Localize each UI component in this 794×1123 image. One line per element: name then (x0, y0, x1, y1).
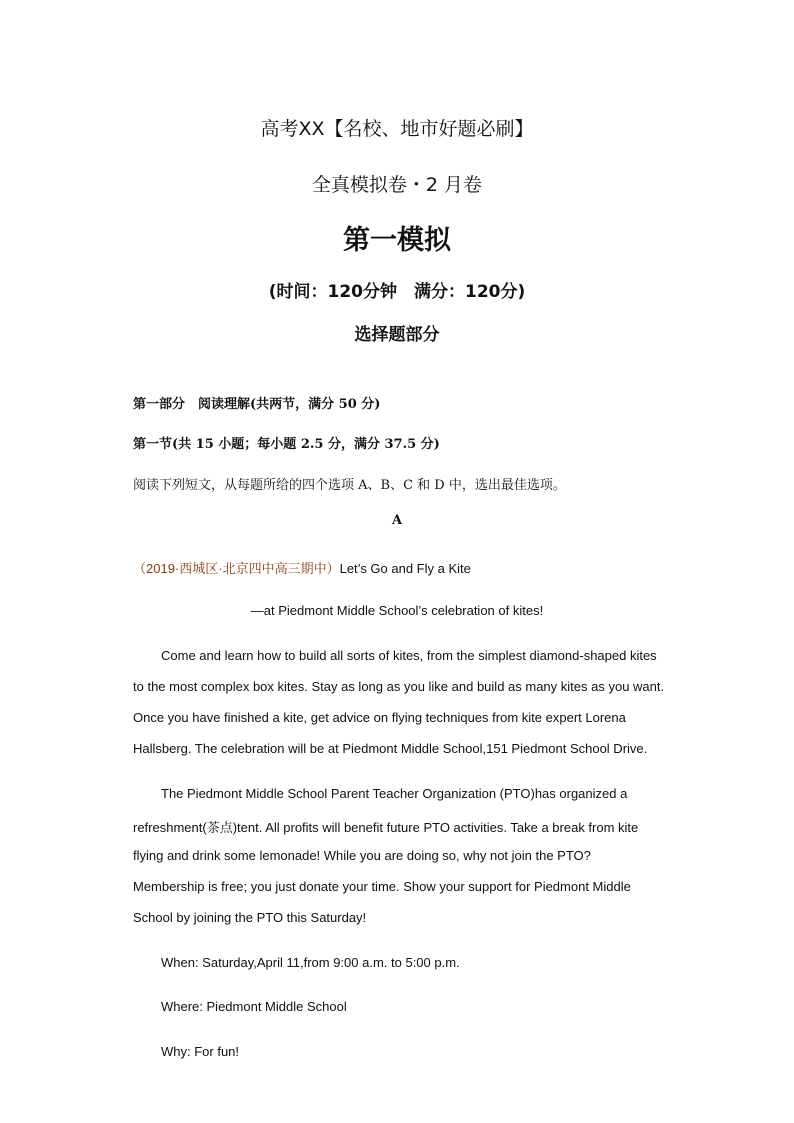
section-one-heading: 第一节(共 15 小题；每小题 2.5 分，满分 37.5 分) (133, 437, 440, 452)
instructions: 阅读下列短文，从每题所给的四个选项 A、B、C 和 D 中，选出最佳选项。 (133, 478, 566, 493)
exam-series-title: 高考XX【名校、地市好题必刷】 (260, 118, 534, 140)
source-tag: （2019·西城区·北京四中高三期中） (133, 561, 340, 576)
paragraph-1-line: Hallsberg. The celebration will be at Piedmont Middle School,151 Piedmont School Drive. (133, 741, 648, 756)
passage-title: Let’s Go and Fly a Kite (339, 561, 471, 576)
event-where: Where: Piedmont Middle School (161, 999, 347, 1014)
paragraph-2-line: School by joining the PTO this Saturday! (133, 910, 367, 925)
paragraph-2-line: The Piedmont Middle School Parent Teacher Organization (PTO)has organized a (161, 786, 628, 801)
passage-subtitle: —at Piedmont Middle School’s celebration of kites! (250, 603, 544, 618)
exam-time-score: (时间：120分钟 满分：120分) (268, 282, 526, 302)
exam-main-title: 第一模拟 (343, 225, 451, 256)
passage-heading (133, 558, 471, 577)
paragraph-2-line: refreshment(茶点)tent. All profits will benefit future PTO activities. Take a break from kite (133, 820, 639, 835)
part-one-heading: 第一部分 阅读理解(共两节，满分 50 分) (133, 397, 381, 412)
part-title: 选择题部分 (354, 325, 440, 345)
event-when: When: Saturday,April 11,from 9:00 a.m. to 5:00 p.m. (161, 955, 460, 970)
exam-subtitle: 全真模拟卷・2 月卷 (311, 174, 483, 196)
paragraph-1-line: Come and learn how to build all sorts of kites, from the simplest diamond-shaped kites (161, 648, 657, 663)
paragraph-2-line: flying and drink some lemonade! While you are doing so, why not join the PTO? (133, 848, 591, 863)
paragraph-1-line: Once you have finished a kite, get advice on flying techniques from kite expert Lorena (133, 710, 626, 725)
paragraph-2-line: Membership is free; you just donate your time. Show your support for Piedmont Middle (133, 879, 631, 894)
paragraph-1-line: to the most complex box kites. Stay as long as you like and build as many kites as you want. (133, 679, 665, 694)
event-why: Why: For fun! (161, 1044, 240, 1059)
passage-label: A (391, 513, 403, 528)
